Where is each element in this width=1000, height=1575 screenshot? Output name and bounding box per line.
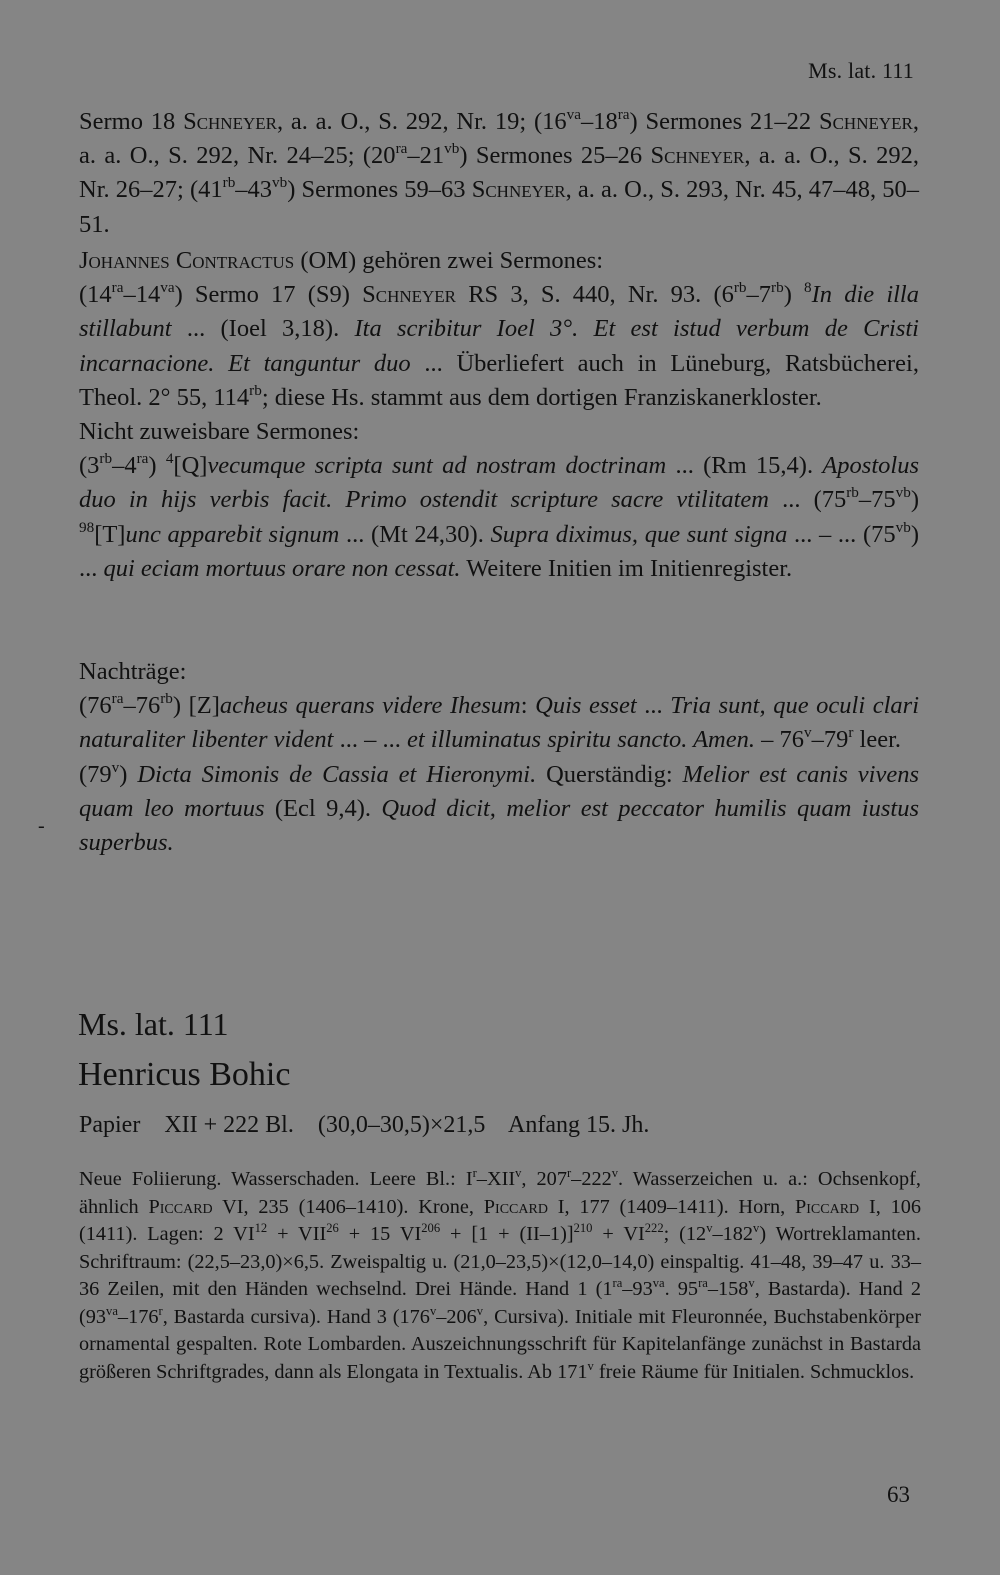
margin-mark: - [38,815,45,837]
author-heading: Henricus Bohic [78,1056,291,1093]
sermones-schneyer-paragraph: Sermo 18 Schneyer, a. a. O., S. 292, Nr. 19; $(16^{va}-18^{ra})$ Sermones 21–22 Schneyer, a. a. O., S. 292, Nr. 24–25; $(20^{ra}-21^{vb})$ Sermones 25–26 Schneyer, a. a. O., S. 292, Nr. 26–27; $(41^{rb}-43^{vb})$ Sermones 59–63 Schneyer, a. a. O., S. 293, Nr. 45, 47–48, 50–51. [79,106,919,238]
manuscript-description: Neue Foliierung. Wasserschaden. Leere Bl.: $I^r-XII^v$, 207$^r$–222$^v$. Wasserzeichen u. a.: Ochsenkopf, ähnlich Piccard VI, 235 (1406–1410). Krone, Piccard I, 177 (1409–1411). Horn, Piccard I, 106 (1411). Lagen: 2 $VI^{12} + VII^{26} + 15$ $VI^{206} + [1 + (II-1)]^{210} + VI^{222}$; (12$^v$–182$^v$) Wortreklamanten. Schriftraum: (22,5–23,0)×6,5. Zweispaltig u. (21,0–23,5)×(12,0–14,0) einspaltig. 41–48, 39–47 u. 33–36 Zeilen, mit den Händen wechselnd. Drei Hände. Hand 1 ($1^{ra}-93^{va}$. $95^{ra}-158^v$, Bastarda). Hand 2 ($93^{va}-176^r$, Bastarda cursiva). Hand 3 (176$^v$–206$^v$, Cursiva). Initiale mit Fleuronnée, Buchstabenkörper ornamental gespalten. Rote Lombarden. Auszeichnungsschrift für Kapitelanfänge zunächst in Bastarda größeren Schriftgrades, dann als Elongata in Textualis. Ab 171$^v$ freie Räume für Initialen. Schmucklos. [79,1165,922,1383]
johannes-contractus-paragraph: Johannes Contractus (OM) gehören zwei Sermones: $(14^{ra}-14^{va})$ Sermo 17 (S9) Schneyer RS 3, S. 440, Nr. 93. $(6^{rb}-7^{rb})$ $^8$In die illa stillabunt ... (Ioel 3,18). Ita scribitur Ioel 3°. Et est istud verbum de Cristi incarnacione. Et tanguntur duo ... Überliefert auch in Lüneburg, Ratsbücherei, Theol. 2° 55, $114^{rb}$; diese Hs. stammt aus dem dortigen Franziskanerkloster. [79,247,919,411]
nicht-zuweisbare-sermones-paragraph: Nicht zuweisbare Sermones: $(3^{rb}-4^{ra})$ $^4$[Q]vecumque scripta sunt ad nostram doctrinam ... (Rm 15,4). Apostolus duo in hijs verbis facit. Primo ostendit scripture sacre vtilitatem ... $(75^{rb}-75^{vb})$ $^{98}$[T]unc apparebit signum ... (Mt 24,30). Supra diximus, que sunt signa ... – ... $(75^{vb})$ ... qui eciam mortuus orare non cessat. Weitere Initien im Initienregister. [79,418,919,582]
running-head: Ms. lat. 111 [808,58,914,83]
page-number: 63 [887,1482,910,1507]
nachtraege-paragraph: Nachträge: $(76^{ra}-76^{rb})$ [Z]acheus querans videre Ihesum: Quis esset ... Tria sunt, que oculi clari naturaliter libenter vident ... – ... et illuminatus spiritu sancto. Amen. – 76$^v$–79$^r$ leer. (79$^v$) Dicta Simonis de Cassia et Hieronymi. Querständig: Melior est canis vivens quam leo mortuus (Ecl 9,4). Quod dicit, melior est peccator humilis quam iustus superbus. [79,658,919,857]
codicological-summary: Papier XII + 222 Bl. (30,0–30,5)×21,5 Anfang 15. Jh. [79,1112,650,1138]
shelfmark-heading: Ms. lat. 111 [78,1006,229,1042]
